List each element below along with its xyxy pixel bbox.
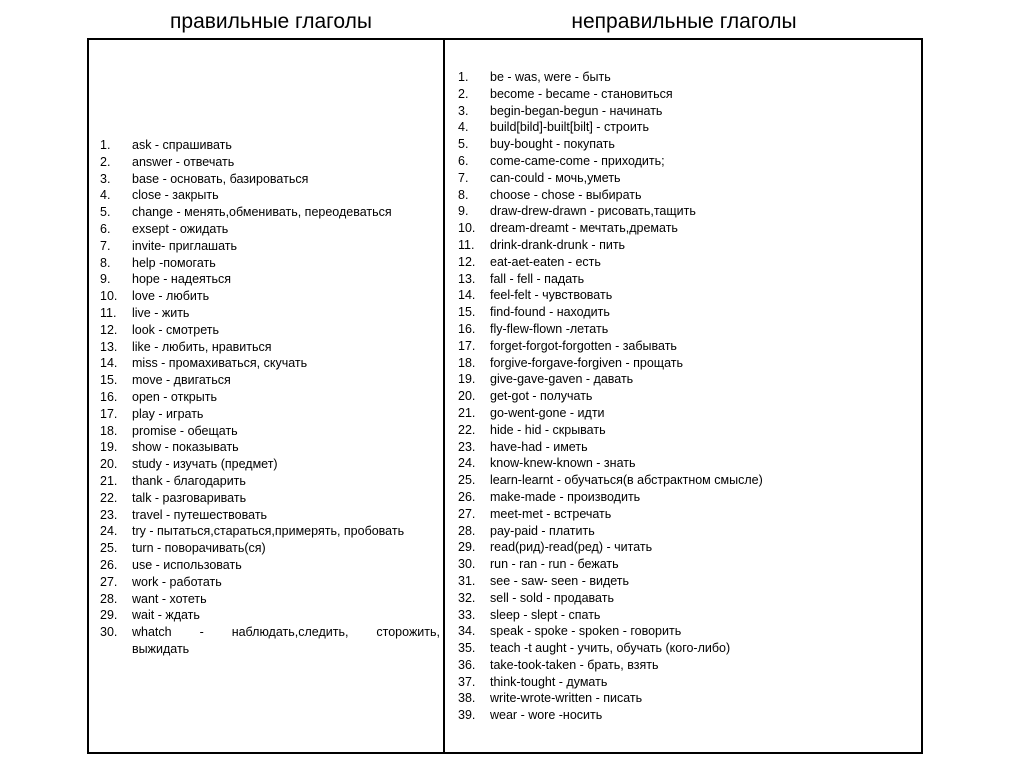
- irregular-verbs-list: [458, 69, 913, 724]
- verb-text: travel - путешествовать: [132, 507, 268, 522]
- irregular-verb-item: [458, 321, 913, 338]
- irregular-verb-item: [458, 69, 913, 86]
- verb-text: change - менять,обменивать, переодеваться: [132, 205, 392, 220]
- list-number: 38.: [458, 691, 476, 706]
- list-number: 16.: [458, 321, 476, 336]
- list-number: 3.: [458, 103, 469, 118]
- verb-text: run - ran - run - бежать: [490, 557, 619, 572]
- regular-verb-item: [100, 187, 440, 204]
- list-number: 1.: [458, 70, 469, 84]
- irregular-verb-item: [458, 690, 913, 707]
- list-number: 25.: [100, 541, 118, 556]
- list-number: 25.: [458, 473, 476, 488]
- regular-verb-item: [100, 355, 440, 372]
- verb-text: use - использовать: [132, 557, 242, 572]
- verb-text: begin-began-begun - начинать: [490, 103, 663, 118]
- list-number: 10.: [458, 221, 476, 236]
- list-number: 19.: [100, 440, 118, 455]
- verb-text: know-knew-known - знать: [490, 456, 636, 471]
- irregular-verbs-heading: неправильные глаголы: [571, 10, 797, 33]
- verb-text: buy-bought - покупать: [490, 137, 615, 152]
- list-number: 26.: [458, 489, 476, 504]
- regular-verb-item: [100, 423, 440, 440]
- list-number: 24.: [100, 524, 118, 539]
- verb-text: look - смотреть: [132, 322, 220, 337]
- verb-text: hope - надеяться: [132, 272, 232, 287]
- list-number: 13.: [100, 339, 118, 354]
- irregular-verb-item: [458, 422, 913, 439]
- list-number: 2.: [100, 154, 111, 169]
- irregular-verb-item: [458, 623, 913, 640]
- list-number: 12.: [100, 322, 118, 337]
- verb-text: think-tought - думать: [490, 674, 608, 689]
- regular-verb-item: [100, 339, 440, 356]
- list-number: 14.: [100, 356, 118, 371]
- list-number: 27.: [100, 574, 118, 589]
- irregular-verb-item: [458, 590, 913, 607]
- irregular-verb-item: [458, 203, 913, 220]
- regular-verb-item: [100, 154, 440, 171]
- regular-verb-item: [100, 591, 440, 608]
- verb-text: wear - wore -носить: [490, 708, 603, 723]
- list-number: 8.: [458, 187, 469, 202]
- irregular-verb-item: [458, 539, 913, 556]
- list-number: 31.: [458, 573, 476, 588]
- regular-verb-item: [100, 473, 440, 490]
- verb-text: ask - спрашивать: [132, 138, 232, 152]
- regular-verb-item: [100, 204, 440, 221]
- verb-text: like - любить, нравиться: [132, 339, 272, 354]
- regular-verb-item: [100, 490, 440, 507]
- list-number: 28.: [100, 591, 118, 606]
- list-number: 17.: [458, 338, 476, 353]
- verb-text: exsept - ожидать: [132, 221, 229, 236]
- verb-text: live - жить: [132, 305, 190, 320]
- regular-verb-item: [100, 372, 440, 389]
- verb-text: go-went-gone - идти: [490, 405, 605, 420]
- regular-verbs-list: [100, 137, 440, 658]
- regular-verb-item: [100, 271, 440, 288]
- irregular-verb-item: [458, 556, 913, 573]
- verb-text: find-found - находить: [490, 305, 610, 320]
- irregular-verb-item: [458, 489, 913, 506]
- list-number: 21.: [458, 405, 476, 420]
- verb-text: speak - spoke - spoken - говорить: [490, 624, 682, 639]
- verb-text: write-wrote-written - писать: [490, 691, 643, 706]
- list-number: 23.: [100, 507, 118, 522]
- verb-text: move - двигаться: [132, 373, 231, 388]
- list-number: 5.: [100, 205, 111, 220]
- irregular-verb-item: [458, 287, 913, 304]
- verb-text: take-took-taken - брать, взять: [490, 657, 659, 672]
- verb-text-continued: выжидать: [132, 641, 190, 656]
- list-number: 12.: [458, 254, 476, 269]
- verb-text: read(рид)-read(ред) - читать: [490, 540, 653, 555]
- irregular-verb-item: [458, 338, 913, 355]
- verb-text: invite- приглашать: [132, 238, 237, 253]
- list-number: 36.: [458, 657, 476, 672]
- irregular-verb-item: [458, 657, 913, 674]
- irregular-verb-item: [458, 254, 913, 271]
- irregular-verb-item: [458, 455, 913, 472]
- list-number: 13.: [458, 271, 476, 286]
- irregular-verb-item: [458, 405, 913, 422]
- irregular-verb-item: [458, 573, 913, 590]
- irregular-verb-item: [458, 355, 913, 372]
- list-number: 22.: [458, 422, 476, 437]
- irregular-verb-item: [458, 153, 913, 170]
- verb-text: hide - hid - скрывать: [490, 422, 606, 437]
- verb-text: sell - sold - продавать: [490, 590, 614, 605]
- irregular-verb-item: [458, 86, 913, 103]
- verb-text: teach -t aught - учить, обучать (кого-либо): [490, 641, 731, 656]
- verb-text: drink-drank-drunk - пить: [490, 237, 626, 252]
- verb-text: promise - обещать: [132, 423, 238, 438]
- list-number: 18.: [458, 355, 476, 370]
- verb-text: get-got - получать: [490, 389, 593, 404]
- verb-text: build[bild]-built[bilt] - строить: [490, 120, 650, 135]
- verb-text: have-had - иметь: [490, 439, 588, 454]
- list-number: 34.: [458, 624, 476, 639]
- verb-text: learn-learnt - обучаться(в абстрактном смысле): [490, 473, 763, 488]
- verb-text: wait - ждать: [132, 608, 200, 623]
- list-number: 9.: [458, 204, 469, 219]
- list-number: 28.: [458, 523, 476, 538]
- regular-verb-item: [100, 171, 440, 188]
- verb-text: play - играть: [132, 406, 204, 421]
- verb-text: love - любить: [132, 289, 210, 304]
- verb-text: become - became - становиться: [490, 86, 673, 101]
- irregular-verb-item: [458, 170, 913, 187]
- verb-text: work - работать: [132, 574, 222, 589]
- verb-text: sleep - slept - спать: [490, 607, 601, 622]
- verb-text: meet-met - встречать: [490, 506, 612, 521]
- regular-verb-item: [100, 322, 440, 339]
- list-number: 14.: [458, 288, 476, 303]
- verb-text: give-gave-gaven - давать: [490, 372, 634, 387]
- list-number: 4.: [458, 120, 469, 135]
- list-number: 10.: [100, 289, 118, 304]
- verb-text: show - показывать: [132, 440, 239, 455]
- list-number: 39.: [458, 708, 476, 723]
- regular-verb-item: [100, 389, 440, 406]
- verb-text: make-made - производить: [490, 489, 641, 504]
- regular-verb-item: [100, 288, 440, 305]
- verb-text: feel-felt - чувствовать: [490, 288, 613, 303]
- regular-verb-item: [100, 557, 440, 574]
- irregular-verb-item: [458, 439, 913, 456]
- list-number: 18.: [100, 423, 118, 438]
- verb-text: see - saw- seen - видеть: [490, 573, 630, 588]
- list-number: 20.: [458, 389, 476, 404]
- verb-text: eat-aet-eaten - есть: [490, 254, 601, 269]
- list-number: 29.: [100, 608, 118, 623]
- irregular-verb-item: [458, 523, 913, 540]
- list-number: 15.: [458, 305, 476, 320]
- list-number: 11.: [458, 237, 475, 252]
- list-number: 5.: [458, 137, 469, 152]
- irregular-verb-item: [458, 304, 913, 321]
- irregular-verb-item: [458, 371, 913, 388]
- verb-text: pay-paid - платить: [490, 523, 595, 538]
- irregular-verb-item: [458, 607, 913, 624]
- list-number: 32.: [458, 590, 476, 605]
- list-number: 3.: [100, 171, 111, 186]
- verb-text: come-came-come - приходить;: [490, 153, 665, 168]
- verb-text: forgive-forgave-forgiven - прощать: [490, 355, 683, 370]
- list-number: 21.: [100, 473, 118, 488]
- list-number: 11.: [100, 305, 117, 320]
- verb-text: whatch - наблюдать,следить, сторожить,: [132, 625, 440, 640]
- irregular-verb-item: [458, 220, 913, 237]
- irregular-verb-item: [458, 472, 913, 489]
- verb-text: choose - chose - выбирать: [490, 187, 642, 202]
- irregular-verb-item: [458, 640, 913, 657]
- verb-text: try - пытаться,стараться,примерять, пробовать: [132, 524, 405, 539]
- list-number: 27.: [458, 506, 476, 521]
- verb-text: thank - благодарить: [132, 473, 246, 488]
- column-divider: [443, 38, 445, 754]
- verb-text: fall - fell - падать: [490, 271, 585, 286]
- list-number: 16.: [100, 389, 118, 404]
- list-number: 30.: [458, 557, 476, 572]
- verb-text: open - открыть: [132, 389, 217, 404]
- list-number: 17.: [100, 406, 118, 421]
- list-number: 7.: [458, 170, 469, 185]
- irregular-verb-item: [458, 388, 913, 405]
- regular-verbs-heading: правильные глаголы: [170, 10, 372, 33]
- verb-text: can-could - мочь,уметь: [490, 170, 621, 185]
- verb-text: want - хотеть: [132, 591, 207, 606]
- verb-text: draw-drew-drawn - рисовать,тащить: [490, 204, 696, 219]
- list-number: 26.: [100, 557, 118, 572]
- verb-text: study - изучать (предмет): [132, 457, 278, 472]
- regular-verb-item: [100, 540, 440, 557]
- list-number: 33.: [458, 607, 476, 622]
- verb-text: forget-forgot-forgotten - забывать: [490, 338, 677, 353]
- regular-verb-item: [100, 439, 440, 456]
- irregular-verb-item: [458, 506, 913, 523]
- regular-verb-item: [100, 255, 440, 272]
- irregular-verb-item: [458, 136, 913, 153]
- regular-verb-item: [100, 238, 440, 255]
- regular-verb-item: [100, 221, 440, 238]
- verb-text: be - was, were - быть: [490, 70, 611, 84]
- verb-text: miss - промахиваться, скучать: [132, 356, 308, 371]
- irregular-verb-item: [458, 187, 913, 204]
- list-number: 1.: [100, 138, 111, 152]
- verb-text: base - основать, базироваться: [132, 171, 309, 186]
- regular-verb-item: [100, 305, 440, 322]
- list-number: 4.: [100, 188, 111, 203]
- list-number: 2.: [458, 86, 469, 101]
- verb-text: dream-dreamt - мечтать,дремать: [490, 221, 678, 236]
- verb-text: turn - поворачивать(ся): [132, 541, 266, 556]
- list-number: 37.: [458, 674, 476, 689]
- regular-verb-item: [100, 607, 440, 624]
- verb-text: fly-flew-flown -летать: [490, 321, 609, 336]
- list-number: 35.: [458, 641, 476, 656]
- verb-text: talk - разговаривать: [132, 490, 247, 505]
- irregular-verb-item: [458, 271, 913, 288]
- verb-text: answer - отвечать: [132, 154, 235, 169]
- list-number: 30.: [100, 625, 118, 640]
- list-number: 6.: [458, 153, 469, 168]
- list-number: 20.: [100, 457, 118, 472]
- irregular-verb-item: [458, 674, 913, 691]
- verb-text: help -помогать: [132, 255, 216, 270]
- regular-verb-item: [100, 624, 440, 658]
- list-number: 24.: [458, 456, 476, 471]
- irregular-verb-item: [458, 237, 913, 254]
- list-number: 15.: [100, 373, 118, 388]
- list-number: 29.: [458, 540, 476, 555]
- list-number: 6.: [100, 221, 111, 236]
- regular-verb-item: [100, 137, 440, 154]
- list-number: 7.: [100, 238, 111, 253]
- list-number: 19.: [458, 372, 476, 387]
- list-number: 22.: [100, 490, 118, 505]
- irregular-verb-item: [458, 707, 913, 724]
- verb-text: close - закрыть: [132, 188, 219, 203]
- list-number: 9.: [100, 272, 111, 287]
- irregular-verb-item: [458, 103, 913, 120]
- irregular-verb-item: [458, 119, 913, 136]
- list-number: 8.: [100, 255, 111, 270]
- list-number: 23.: [458, 439, 476, 454]
- regular-verb-item: [100, 507, 440, 524]
- regular-verb-item: [100, 456, 440, 473]
- regular-verb-item: [100, 574, 440, 591]
- regular-verb-item: [100, 406, 440, 423]
- regular-verb-item: [100, 523, 440, 540]
